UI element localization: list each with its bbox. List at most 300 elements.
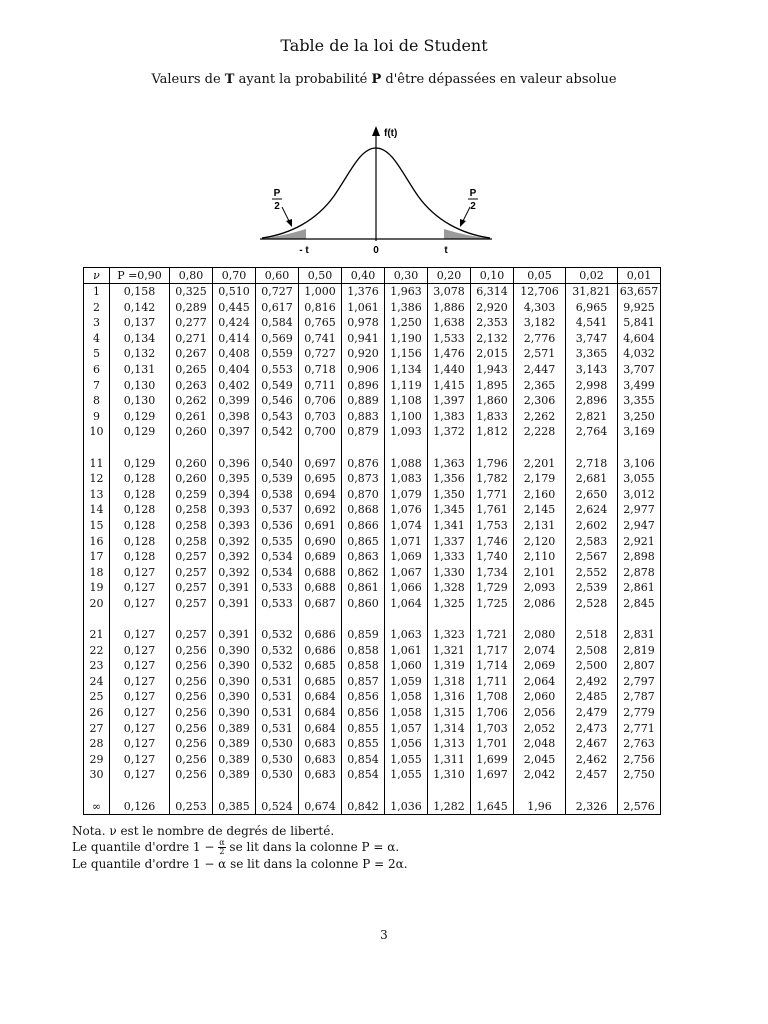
quantile-cell: 0,127 bbox=[110, 721, 170, 737]
quantile-cell: 1,074 bbox=[385, 518, 428, 534]
table-row bbox=[84, 752, 661, 768]
quantile-cell: 0,741 bbox=[299, 331, 342, 347]
note-line-2-end: se lit dans la colonne P = α. bbox=[225, 840, 400, 854]
header-row bbox=[84, 268, 661, 284]
table-row bbox=[84, 658, 661, 674]
quantile-cell: 0,530 bbox=[256, 736, 299, 752]
quantile-cell: 2,060 bbox=[514, 689, 566, 705]
quantile-cell: 0,395 bbox=[213, 471, 256, 487]
quantile-cell: 0,683 bbox=[299, 767, 342, 783]
quantile-cell: 0,445 bbox=[213, 300, 256, 316]
quantile-cell: 0,256 bbox=[170, 658, 213, 674]
quantile-cell: 0,392 bbox=[213, 565, 256, 581]
quantile-cell: 1,310 bbox=[428, 767, 471, 783]
quantile-cell: 2,861 bbox=[618, 580, 661, 596]
column-header-p: 0,80 bbox=[170, 268, 213, 284]
quantile-cell: 2,485 bbox=[566, 689, 618, 705]
empty-cell bbox=[471, 440, 514, 456]
quantile-cell: 1,314 bbox=[428, 721, 471, 737]
quantile-cell: 1,699 bbox=[471, 752, 514, 768]
quantile-cell: 2,179 bbox=[514, 471, 566, 487]
quantile-cell: 1,055 bbox=[385, 767, 428, 783]
quantile-cell: 0,530 bbox=[256, 767, 299, 783]
degrees-of-freedom-cell: 20 bbox=[84, 596, 110, 612]
quantile-cell: 1,376 bbox=[342, 284, 385, 300]
quantile-cell: 2,977 bbox=[618, 502, 661, 518]
quantile-cell: 1,315 bbox=[428, 705, 471, 721]
quantile-cell: 0,855 bbox=[342, 736, 385, 752]
degrees-of-freedom-cell: 17 bbox=[84, 549, 110, 565]
quantile-cell: 1,058 bbox=[385, 689, 428, 705]
quantile-cell: 0,137 bbox=[110, 315, 170, 331]
quantile-cell: 0,261 bbox=[170, 409, 213, 425]
quantile-cell: 2,462 bbox=[566, 752, 618, 768]
degrees-of-freedom-cell: 10 bbox=[84, 424, 110, 440]
quantile-cell: 2,262 bbox=[514, 409, 566, 425]
quantile-cell: 2,353 bbox=[471, 315, 514, 331]
quantile-cell: 1,341 bbox=[428, 518, 471, 534]
left-fraction-numerator: P bbox=[273, 188, 281, 199]
quantile-cell: 3,012 bbox=[618, 487, 661, 503]
quantile-cell: 2,508 bbox=[566, 643, 618, 659]
degrees-of-freedom-cell: 15 bbox=[84, 518, 110, 534]
quantile-cell: 0,267 bbox=[170, 346, 213, 362]
table-row bbox=[84, 799, 661, 815]
quantile-cell: 12,706 bbox=[514, 284, 566, 300]
quantile-cell: 0,862 bbox=[342, 565, 385, 581]
quantile-cell: 1,729 bbox=[471, 580, 514, 596]
degrees-of-freedom-cell: 3 bbox=[84, 315, 110, 331]
quantile-cell: 0,685 bbox=[299, 674, 342, 690]
table-row bbox=[84, 534, 661, 550]
subtitle-p-symbol: P bbox=[371, 72, 382, 87]
table-row bbox=[84, 300, 661, 316]
quantile-cell: 0,690 bbox=[299, 534, 342, 550]
quantile-cell: 0,393 bbox=[213, 518, 256, 534]
quantile-cell: 0,532 bbox=[256, 643, 299, 659]
quantile-cell: 1,963 bbox=[385, 284, 428, 300]
quantile-cell: 0,389 bbox=[213, 767, 256, 783]
table-body bbox=[84, 284, 661, 815]
quantile-cell: 0,689 bbox=[299, 549, 342, 565]
quantile-cell: 2,539 bbox=[566, 580, 618, 596]
quantile-cell: 1,895 bbox=[471, 378, 514, 394]
quantile-cell: 1,330 bbox=[428, 565, 471, 581]
empty-cell bbox=[170, 611, 213, 627]
table-row bbox=[84, 284, 661, 300]
quantile-cell: 1,746 bbox=[471, 534, 514, 550]
quantile-cell: 2,763 bbox=[618, 736, 661, 752]
empty-cell bbox=[385, 611, 428, 627]
quantile-cell: 0,706 bbox=[299, 393, 342, 409]
quantile-cell: 0,534 bbox=[256, 549, 299, 565]
quantile-cell: 0,540 bbox=[256, 456, 299, 472]
quantile-cell: 2,228 bbox=[514, 424, 566, 440]
quantile-cell: 2,583 bbox=[566, 534, 618, 550]
quantile-cell: 1,721 bbox=[471, 627, 514, 643]
quantile-cell: 0,127 bbox=[110, 767, 170, 783]
quantile-cell: 2,807 bbox=[618, 658, 661, 674]
quantile-cell: 1,703 bbox=[471, 721, 514, 737]
empty-cell bbox=[213, 611, 256, 627]
empty-cell bbox=[256, 783, 299, 799]
quantile-cell: 0,727 bbox=[256, 284, 299, 300]
quantile-cell: 0,861 bbox=[342, 580, 385, 596]
quantile-cell: 0,396 bbox=[213, 456, 256, 472]
degrees-of-freedom-cell: 27 bbox=[84, 721, 110, 737]
quantile-cell: 1,350 bbox=[428, 487, 471, 503]
quantile-cell: 0,617 bbox=[256, 300, 299, 316]
quantile-cell: 1,088 bbox=[385, 456, 428, 472]
quantile-cell: 1,058 bbox=[385, 705, 428, 721]
quantile-cell: 0,691 bbox=[299, 518, 342, 534]
table-row bbox=[84, 674, 661, 690]
quantile-cell: 2,821 bbox=[566, 409, 618, 425]
quantile-cell: 0,424 bbox=[213, 315, 256, 331]
degrees-of-freedom-cell: 16 bbox=[84, 534, 110, 550]
quantile-cell: 1,701 bbox=[471, 736, 514, 752]
empty-cell bbox=[618, 440, 661, 456]
degrees-of-freedom-cell: 4 bbox=[84, 331, 110, 347]
page-title: Table de la loi de Student bbox=[280, 36, 488, 55]
quantile-cell: 0,865 bbox=[342, 534, 385, 550]
quantile-cell: 2,500 bbox=[566, 658, 618, 674]
note-line-2 bbox=[72, 839, 408, 856]
quantile-cell: 2,718 bbox=[566, 456, 618, 472]
degrees-of-freedom-cell: 12 bbox=[84, 471, 110, 487]
quantile-cell: 1,076 bbox=[385, 502, 428, 518]
empty-cell bbox=[256, 440, 299, 456]
quantile-cell: 0,256 bbox=[170, 705, 213, 721]
quantile-cell: 3,169 bbox=[618, 424, 661, 440]
quantile-cell: 31,821 bbox=[566, 284, 618, 300]
degrees-of-freedom-cell: 19 bbox=[84, 580, 110, 596]
quantile-cell: 0,391 bbox=[213, 627, 256, 643]
quantile-cell: 2,132 bbox=[471, 331, 514, 347]
quantile-cell: 0,684 bbox=[299, 689, 342, 705]
quantile-cell: 0,856 bbox=[342, 689, 385, 705]
quantile-cell: 1,476 bbox=[428, 346, 471, 362]
column-header-p: 0,50 bbox=[299, 268, 342, 284]
student-density-figure bbox=[250, 118, 500, 258]
quantile-cell: 0,158 bbox=[110, 284, 170, 300]
quantile-cell: 0,128 bbox=[110, 549, 170, 565]
table-row bbox=[84, 643, 661, 659]
quantile-cell: 0,855 bbox=[342, 721, 385, 737]
quantile-cell: 3,250 bbox=[618, 409, 661, 425]
quantile-cell: 1,066 bbox=[385, 580, 428, 596]
empty-cell bbox=[84, 783, 110, 799]
quantile-cell: 0,889 bbox=[342, 393, 385, 409]
quantile-cell: 2,920 bbox=[471, 300, 514, 316]
quantile-cell: 1,363 bbox=[428, 456, 471, 472]
quantile-cell: 0,127 bbox=[110, 689, 170, 705]
degrees-of-freedom-cell: 7 bbox=[84, 378, 110, 394]
quantile-cell: 0,256 bbox=[170, 721, 213, 737]
quantile-cell: 0,683 bbox=[299, 736, 342, 752]
quantile-cell: 0,127 bbox=[110, 643, 170, 659]
quantile-cell: 0,128 bbox=[110, 502, 170, 518]
quantile-cell: 0,857 bbox=[342, 674, 385, 690]
quantile-cell: 2,896 bbox=[566, 393, 618, 409]
quantile-cell: 1,316 bbox=[428, 689, 471, 705]
empty-cell bbox=[170, 783, 213, 799]
quantile-cell: 1,345 bbox=[428, 502, 471, 518]
quantile-cell: 1,057 bbox=[385, 721, 428, 737]
quantile-cell: 2,764 bbox=[566, 424, 618, 440]
quantile-cell: 2,457 bbox=[566, 767, 618, 783]
quantile-cell: 1,069 bbox=[385, 549, 428, 565]
quantile-cell: 2,819 bbox=[618, 643, 661, 659]
empty-cell bbox=[618, 783, 661, 799]
subtitle-t-symbol: T bbox=[224, 72, 235, 87]
quantile-cell: 0,127 bbox=[110, 752, 170, 768]
quantile-cell: 0,868 bbox=[342, 502, 385, 518]
quantile-cell: 1,108 bbox=[385, 393, 428, 409]
quantile-cell: 0,531 bbox=[256, 689, 299, 705]
empty-cell bbox=[428, 783, 471, 799]
column-header-p: 0,02 bbox=[566, 268, 618, 284]
quantile-cell: 63,657 bbox=[618, 284, 661, 300]
quantile-cell: 1,093 bbox=[385, 424, 428, 440]
quantile-cell: 2,326 bbox=[566, 799, 618, 815]
quantile-cell: 0,860 bbox=[342, 596, 385, 612]
quantile-cell: 2,787 bbox=[618, 689, 661, 705]
degrees-of-freedom-cell: 25 bbox=[84, 689, 110, 705]
quantile-cell: 4,541 bbox=[566, 315, 618, 331]
column-header-p: 0,10 bbox=[471, 268, 514, 284]
quantile-cell: 1,067 bbox=[385, 565, 428, 581]
quantile-cell: 0,692 bbox=[299, 502, 342, 518]
quantile-cell: 0,695 bbox=[299, 471, 342, 487]
quantile-cell: 0,549 bbox=[256, 378, 299, 394]
table-row bbox=[84, 393, 661, 409]
table-row bbox=[84, 502, 661, 518]
degrees-of-freedom-cell: 28 bbox=[84, 736, 110, 752]
quantile-cell: 3,355 bbox=[618, 393, 661, 409]
quantile-cell: 1,100 bbox=[385, 409, 428, 425]
quantile-cell: 0,711 bbox=[299, 378, 342, 394]
quantile-cell: 0,257 bbox=[170, 627, 213, 643]
quantile-cell: 0,524 bbox=[256, 799, 299, 815]
quantile-cell: 1,796 bbox=[471, 456, 514, 472]
quantile-cell: 0,532 bbox=[256, 627, 299, 643]
empty-cell bbox=[618, 611, 661, 627]
quantile-cell: 1,323 bbox=[428, 627, 471, 643]
table-row bbox=[84, 689, 661, 705]
degrees-of-freedom-cell: 1 bbox=[84, 284, 110, 300]
quantile-cell: 0,393 bbox=[213, 502, 256, 518]
quantile-cell: 0,866 bbox=[342, 518, 385, 534]
quantile-cell: 2,921 bbox=[618, 534, 661, 550]
quantile-cell: 2,998 bbox=[566, 378, 618, 394]
empty-cell bbox=[256, 611, 299, 627]
table-row bbox=[84, 565, 661, 581]
quantile-cell: 0,856 bbox=[342, 705, 385, 721]
quantile-cell: 0,256 bbox=[170, 689, 213, 705]
empty-cell bbox=[514, 783, 566, 799]
quantile-cell: 0,325 bbox=[170, 284, 213, 300]
quantile-cell: 0,686 bbox=[299, 627, 342, 643]
quantile-cell: 0,883 bbox=[342, 409, 385, 425]
quantile-cell: 2,552 bbox=[566, 565, 618, 581]
degrees-of-freedom-cell: 23 bbox=[84, 658, 110, 674]
quantile-cell: 0,920 bbox=[342, 346, 385, 362]
quantile-cell: 1,397 bbox=[428, 393, 471, 409]
notes-block bbox=[72, 823, 408, 872]
column-header-p: 0,60 bbox=[256, 268, 299, 284]
quantile-cell: 0,538 bbox=[256, 487, 299, 503]
quantile-cell: 1,337 bbox=[428, 534, 471, 550]
quantile-cell: 2,602 bbox=[566, 518, 618, 534]
quantile-cell: 1,771 bbox=[471, 487, 514, 503]
degrees-of-freedom-cell: 24 bbox=[84, 674, 110, 690]
quantile-cell: 0,697 bbox=[299, 456, 342, 472]
quantile-cell: 1,734 bbox=[471, 565, 514, 581]
y-axis-arrow bbox=[372, 126, 380, 136]
table-row bbox=[84, 596, 661, 612]
quantile-cell: 1,708 bbox=[471, 689, 514, 705]
page-subtitle bbox=[0, 72, 768, 87]
quantile-cell: 0,128 bbox=[110, 518, 170, 534]
quantile-cell: 0,542 bbox=[256, 424, 299, 440]
right-tail-arrowhead bbox=[460, 219, 466, 227]
quantile-cell: 0,398 bbox=[213, 409, 256, 425]
quantile-cell: 0,127 bbox=[110, 658, 170, 674]
quantile-cell: 2,567 bbox=[566, 549, 618, 565]
quantile-cell: 1,156 bbox=[385, 346, 428, 362]
quantile-cell: 0,859 bbox=[342, 627, 385, 643]
empty-cell bbox=[385, 783, 428, 799]
quantile-cell: 0,533 bbox=[256, 596, 299, 612]
quantile-cell: 0,258 bbox=[170, 518, 213, 534]
quantile-cell: 0,130 bbox=[110, 393, 170, 409]
table-row bbox=[84, 346, 661, 362]
quantile-cell: 1,061 bbox=[342, 300, 385, 316]
quantile-cell: 2,750 bbox=[618, 767, 661, 783]
quantile-cell: 2,160 bbox=[514, 487, 566, 503]
quantile-cell: 2,080 bbox=[514, 627, 566, 643]
quantile-cell: 0,257 bbox=[170, 580, 213, 596]
quantile-cell: 1,711 bbox=[471, 674, 514, 690]
quantile-cell: 1,071 bbox=[385, 534, 428, 550]
quantile-cell: 0,389 bbox=[213, 721, 256, 737]
empty-cell bbox=[84, 440, 110, 456]
quantile-cell: 0,128 bbox=[110, 471, 170, 487]
quantile-cell: 0,687 bbox=[299, 596, 342, 612]
quantile-cell: 2,052 bbox=[514, 721, 566, 737]
quantile-cell: 0,127 bbox=[110, 736, 170, 752]
note-line-2-start: Le quantile d'ordre 1 − bbox=[72, 840, 219, 854]
quantile-cell: 2,771 bbox=[618, 721, 661, 737]
quantile-cell: 0,260 bbox=[170, 456, 213, 472]
quantile-cell: 1,319 bbox=[428, 658, 471, 674]
quantile-cell: 0,129 bbox=[110, 456, 170, 472]
quantile-cell: 0,271 bbox=[170, 331, 213, 347]
quantile-cell: 1,356 bbox=[428, 471, 471, 487]
quantile-cell: 5,841 bbox=[618, 315, 661, 331]
quantile-cell: 1,697 bbox=[471, 767, 514, 783]
empty-cell bbox=[342, 440, 385, 456]
quantile-cell: 1,059 bbox=[385, 674, 428, 690]
quantile-cell: 0,258 bbox=[170, 502, 213, 518]
empty-cell bbox=[514, 611, 566, 627]
quantile-cell: 1,134 bbox=[385, 362, 428, 378]
quantile-cell: 0,408 bbox=[213, 346, 256, 362]
quantile-cell: 0,686 bbox=[299, 643, 342, 659]
quantile-cell: 0,870 bbox=[342, 487, 385, 503]
quantile-cell: 1,383 bbox=[428, 409, 471, 425]
quantile-cell: 1,386 bbox=[385, 300, 428, 316]
quantile-cell: 0,978 bbox=[342, 315, 385, 331]
quantile-cell: 1,055 bbox=[385, 752, 428, 768]
quantile-cell: 2,947 bbox=[618, 518, 661, 534]
quantile-cell: 0,876 bbox=[342, 456, 385, 472]
quantile-cell: 2,201 bbox=[514, 456, 566, 472]
quantile-cell: 0,258 bbox=[170, 534, 213, 550]
quantile-cell: 0,531 bbox=[256, 705, 299, 721]
quantile-cell: 3,106 bbox=[618, 456, 661, 472]
quantile-cell: 2,624 bbox=[566, 502, 618, 518]
degrees-of-freedom-cell: 5 bbox=[84, 346, 110, 362]
quantile-cell: 4,303 bbox=[514, 300, 566, 316]
quantile-cell: 1,190 bbox=[385, 331, 428, 347]
empty-cell bbox=[110, 783, 170, 799]
quantile-cell: 6,965 bbox=[566, 300, 618, 316]
quantile-cell: 0,127 bbox=[110, 705, 170, 721]
quantile-cell: 4,604 bbox=[618, 331, 661, 347]
table-header bbox=[84, 268, 661, 284]
quantile-cell: 2,831 bbox=[618, 627, 661, 643]
row-gap bbox=[84, 611, 661, 627]
quantile-cell: 0,727 bbox=[299, 346, 342, 362]
quantile-cell: 1,714 bbox=[471, 658, 514, 674]
degrees-of-freedom-cell: 9 bbox=[84, 409, 110, 425]
quantile-cell: 0,127 bbox=[110, 596, 170, 612]
quantile-cell: 1,717 bbox=[471, 643, 514, 659]
quantile-cell: 3,747 bbox=[566, 331, 618, 347]
quantile-cell: 1,318 bbox=[428, 674, 471, 690]
quantile-cell: 0,134 bbox=[110, 331, 170, 347]
quantile-cell: 0,534 bbox=[256, 565, 299, 581]
quantile-cell: 2,131 bbox=[514, 518, 566, 534]
y-axis-label: f(t) bbox=[384, 128, 398, 139]
quantile-cell: 1,083 bbox=[385, 471, 428, 487]
quantile-cell: 2,845 bbox=[618, 596, 661, 612]
quantile-cell: 0,390 bbox=[213, 674, 256, 690]
quantile-cell: 2,045 bbox=[514, 752, 566, 768]
quantile-cell: 1,250 bbox=[385, 315, 428, 331]
degrees-of-freedom-cell: 2 bbox=[84, 300, 110, 316]
table-row bbox=[84, 456, 661, 472]
quantile-cell: 1,645 bbox=[471, 799, 514, 815]
quantile-cell: 2,086 bbox=[514, 596, 566, 612]
quantile-cell: 0,256 bbox=[170, 643, 213, 659]
quantile-cell: 1,061 bbox=[385, 643, 428, 659]
table-row bbox=[84, 331, 661, 347]
quantile-cell: 0,389 bbox=[213, 736, 256, 752]
table-row bbox=[84, 362, 661, 378]
quantile-cell: 1,833 bbox=[471, 409, 514, 425]
quantile-cell: 0,392 bbox=[213, 534, 256, 550]
table-row bbox=[84, 721, 661, 737]
empty-cell bbox=[213, 783, 256, 799]
quantile-cell: 0,130 bbox=[110, 378, 170, 394]
left-tail-arrowhead bbox=[286, 219, 292, 227]
quantile-cell: 0,257 bbox=[170, 596, 213, 612]
left-fraction-denominator: 2 bbox=[274, 201, 280, 212]
empty-cell bbox=[471, 611, 514, 627]
